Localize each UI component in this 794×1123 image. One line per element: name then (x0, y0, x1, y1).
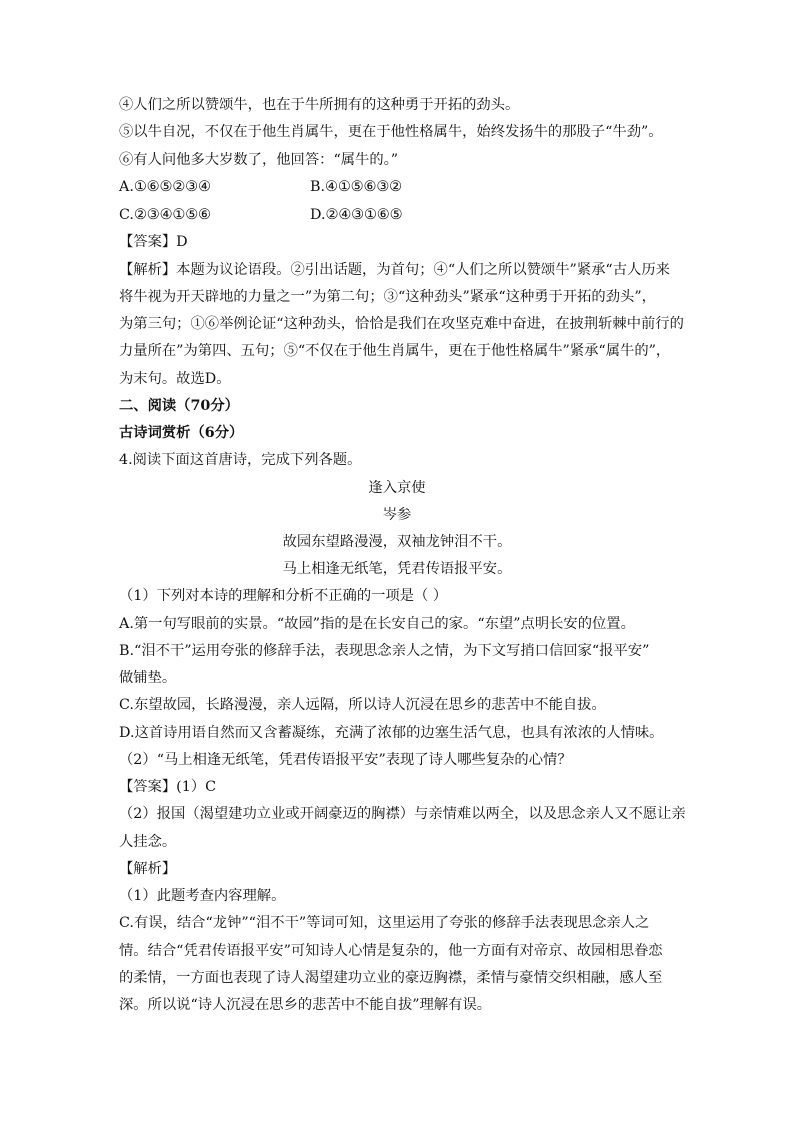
explanation-2-line-4: 深。所以说“诗人沉浸在思乡的悲苦中不能自拔”理解有误。 (119, 997, 492, 1013)
question-4-1-option-c: C.东望故园，长路漫漫，亲人远隔，所以诗人沉浸在思乡的悲苦中不能自拔。 (119, 697, 606, 713)
question-4-1-option-b-line-2: 做铺垫。 (119, 670, 177, 686)
option-d: D.②④③①⑥⑤ (310, 207, 403, 223)
poem-line-1: 故园东望路漫漫，双袖龙钟泪不干。 (282, 534, 512, 550)
explanation-1-line-2: 将牛视为开天辟地的力量之一”为第二句；③“这种劲头”紧承“这种勇于开拓的劲头”， (119, 289, 656, 305)
explanation-2-heading: 【解析】 (119, 861, 177, 877)
sentence-5: ⑤以牛自况，不仅在于他生肖属牛，更在于他性格属牛，始终发扬牛的那股子“牛劲”。 (119, 124, 663, 140)
sentence-6: ⑥有人问他多大岁数了，他回答：“属牛的。” (119, 152, 399, 168)
explanation-1-line-1: 【解析】本题为议论语段。②引出话题，为首句；④“人们之所以赞颂牛”紧承“古人历来 (119, 262, 670, 278)
question-4-1-option-d: D.这首诗用语自然而又含蓄凝练，充满了浓郁的边塞生活气息，也具有浓浓的人情味。 (119, 725, 664, 741)
answer-2-part-2-line-1: （2）报国（渴望建功立业或开阔豪迈的胸襟）与亲情难以两全，以及思念亲人又不愿让亲 (119, 806, 686, 822)
question-4: 4.阅读下面这首唐诗，完成下列各题。 (119, 452, 362, 468)
question-4-1-option-b-line-1: B.“泪不干”运用夸张的修辞手法，表现思念亲人之情，为下文写捎口信回家“报平安” (119, 643, 650, 659)
question-4-2: （2）“马上相逢无纸笔，凭君传语报平安”表现了诗人哪些复杂的心情？ (119, 752, 572, 768)
explanation-2-line-1: C.有误，结合“龙钟”“泪不干”等词可知，这里运用了夸张的修辞手法表现思念亲人之 (119, 915, 650, 931)
section-heading-reading: 二、阅读（70分） (119, 398, 239, 414)
explanation-1-line-5: 为末句。故选D。 (119, 371, 231, 387)
explanation-1-line-3: 为第三句；①⑥举例论证“这种劲头，恰恰是我们在攻坚克难中奋进，在披荆斩棘中前行的 (119, 316, 684, 332)
answer-1: 【答案】D (119, 234, 188, 250)
poem-line-2: 马上相逢无纸笔，凭君传语报平安。 (282, 561, 512, 577)
poem-author: 岑参 (382, 507, 412, 523)
explanation-2-line-3: 的柔情，一方面也表现了诗人渴望建功立业的豪迈胸襟，柔情与豪情交织相融，感人至 (119, 970, 663, 986)
subsection-heading-poetry: 古诗词赏析（6分） (119, 425, 244, 441)
question-4-1: （1）下列对本诗的理解和分析不正确的一项是（ ） (119, 588, 448, 604)
answer-2-part-2-line-2: 人挂念。 (119, 834, 177, 850)
option-b: B.④①⑤⑥③② (310, 179, 402, 195)
explanation-1-line-4: 力量所在”为第四、五句；⑤“不仅在于他生肖属牛，更在于他性格属牛”紧承“属牛的”， (119, 343, 671, 359)
answer-2: 【答案】(1）C (119, 779, 217, 795)
sentence-4: ④人们之所以赞颂牛，也在于牛所拥有的这种勇于开拓的劲头。 (119, 97, 520, 113)
poem-title: 逢入京使 (368, 480, 426, 496)
explanation-2-line-2: 情。结合“凭君传语报平安”可知诗人心情是复杂的，他一方面有对帝京、故园相思眷恋 (119, 943, 663, 959)
question-4-1-option-a: A.第一句写眼前的实景。“故园”指的是在长安自己的家。“东望”点明长安的位置。 (119, 616, 635, 632)
option-c: C.②③④①⑤⑥ (119, 207, 211, 223)
explanation-2-part-1: （1）此题考查内容理解。 (119, 888, 286, 904)
option-a: A.①⑥⑤②③④ (119, 179, 211, 195)
